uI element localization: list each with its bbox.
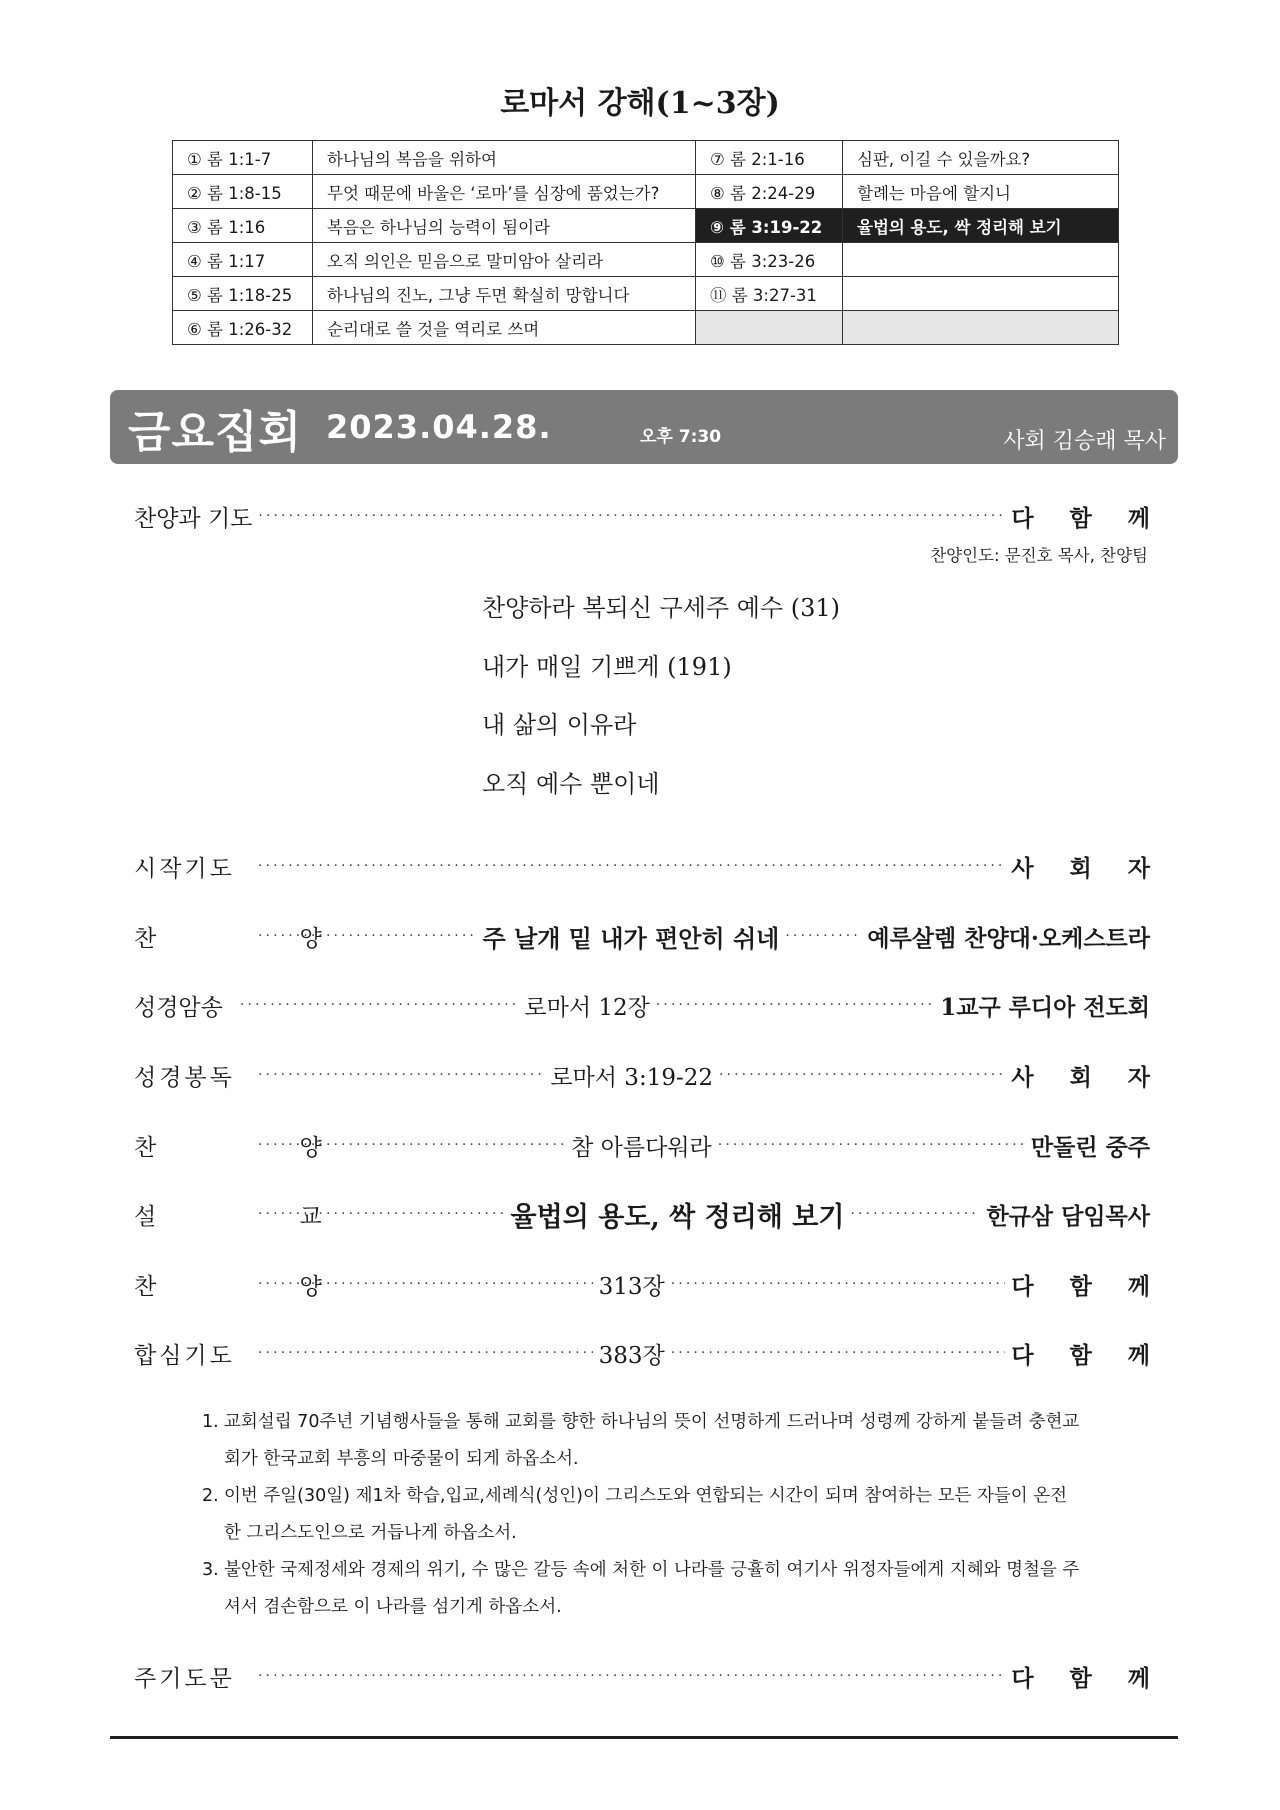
series-ref: ③ 롬 1:16 [173, 209, 313, 243]
service-time: 오후 7:30 [640, 427, 722, 447]
table-row [173, 311, 1119, 345]
order-content: 로마서 12장 [524, 994, 650, 1021]
table-row [173, 277, 1119, 311]
order-by: 예루살렘 찬양대·오케스트라 [867, 924, 1150, 952]
leader-dots [258, 1276, 593, 1292]
leader-dots [258, 1137, 565, 1153]
order-label: 합심기도 [134, 1342, 235, 1369]
order-by: 사 회 자 [1011, 1063, 1165, 1091]
table-row [173, 209, 1119, 243]
series-ref: ② 롬 1:8-15 [173, 175, 313, 209]
series-sermon-title: 오직 의인은 믿음으로 말미암아 살리라 [313, 243, 696, 277]
order-label-text: 찬 양 [134, 925, 390, 952]
order-content: 로마서 3:19-22 [550, 1064, 713, 1091]
order-row-closing [134, 1656, 1164, 1696]
order-label [134, 1268, 390, 1301]
prayer-text: 이번 주일(30일) 제1차 학습,입교,세례식(성인)이 그리스도와 연합되는 시간이 되며 참여하는 모든 자들이 온전한 그리스도인으로 거듭나게 하옵소서. [224, 1486, 1068, 1543]
series-empty-cell [843, 311, 1119, 345]
sermon-series-table [172, 140, 1119, 345]
leader-dots [850, 1206, 980, 1222]
leader-dots [785, 928, 861, 944]
order-content: 313장 [598, 1273, 665, 1300]
sermon-title: 율법의 용도, 싹 정리해 보기 [510, 1201, 845, 1233]
order-label: 시작기도 [134, 855, 235, 882]
order-row [134, 985, 1150, 1025]
list-item [202, 1478, 1082, 1552]
list-item [202, 1552, 1082, 1626]
series-ref: ⑥ 롬 1:26-32 [173, 311, 313, 345]
series-sermon-title: 할례는 마음에 할지니 [843, 175, 1119, 209]
prayer-number: 1. [202, 1412, 219, 1432]
series-title: 로마서 강해(1~3장) [500, 86, 780, 121]
table-row [173, 141, 1119, 175]
list-item [202, 1404, 1082, 1478]
order-by: 다 함 께 [1011, 1664, 1164, 1692]
series-ref: ④ 롬 1:17 [173, 243, 313, 277]
order-row-praise [134, 496, 1164, 536]
series-ref: ⑦ 롬 2:1-16 [696, 141, 843, 175]
series-ref: ① 롬 1:1-7 [173, 141, 313, 175]
leader-dots [718, 1137, 1025, 1153]
order-content: 주 날개 밑 내가 편안히 쉬네 [482, 923, 780, 953]
series-ref-current: ⑨ 롬 3:19-22 [696, 209, 843, 243]
order-row [134, 1264, 1165, 1304]
series-ref: ⑪ 롬 3:27-31 [696, 277, 843, 311]
order-row [134, 1125, 1150, 1165]
table-row [173, 243, 1119, 277]
leader-dots [258, 508, 1005, 524]
order-label-text: 설 교 [134, 1203, 390, 1230]
prayer-number: 3. [202, 1560, 219, 1580]
order-row-sermon [134, 1194, 1150, 1234]
order-content: 383장 [598, 1342, 665, 1369]
prayer-text: 불안한 국제정세와 경제의 위기, 수 많은 갈등 속에 처한 이 나라를 긍휼히 여기사 위정자들에게 지혜와 명철을 주셔서 겸손함으로 이 나라를 섬기게 하옵소서. [224, 1560, 1080, 1617]
series-ref: ⑤ 롬 1:18-25 [173, 277, 313, 311]
series-sermon-title [843, 277, 1119, 311]
order-label [134, 1129, 390, 1162]
leader-dots [671, 1345, 1006, 1361]
order-label-text: 찬 양 [134, 1134, 390, 1161]
bottom-divider [110, 1736, 1178, 1739]
order-by: 사 회 자 [1011, 854, 1164, 882]
order-by: 다 함 께 [1011, 504, 1164, 532]
series-sermon-title: 하나님의 진노, 그냥 두면 확실히 망합니다 [313, 277, 696, 311]
order-content: 참 아름다워라 [571, 1134, 712, 1161]
service-leader: 사회 김승래 목사 [1003, 429, 1166, 454]
order-label [134, 920, 390, 953]
order-by: 만돌린 중주 [1030, 1133, 1151, 1161]
leader-dots [258, 858, 1005, 874]
order-row [134, 846, 1164, 886]
prayer-list [202, 1404, 1082, 1626]
prayer-text: 교회설립 70주년 기념행사들을 통해 교회를 향한 하나님의 뜻이 선명하게 드러나며 성령께 강하게 붙들려 충현교회가 한국교회 부흥의 마중물이 되게 하옵소서. [224, 1412, 1080, 1469]
order-label: 찬양과 기도 [134, 505, 253, 532]
series-empty-cell [696, 311, 843, 345]
series-sermon-title-current: 율법의 용도, 싹 정리해 보기 [843, 209, 1119, 243]
leader-dots [719, 1067, 1005, 1083]
list-item: 오직 예수 뿐이네 [482, 769, 660, 798]
table-row [173, 175, 1119, 209]
leader-dots [671, 1276, 1006, 1292]
song-list [482, 588, 840, 822]
order-by: 다 함 께 [1011, 1341, 1165, 1369]
order-by: 다 함 께 [1011, 1272, 1165, 1300]
list-item: 내가 매일 기쁘게 (191) [482, 652, 732, 681]
list-item: 내 삶의 이유라 [482, 711, 637, 739]
leader-dots [258, 1668, 1005, 1684]
prayer-number: 2. [202, 1486, 219, 1506]
leader-dots [258, 1345, 593, 1361]
order-by: 1교구 루디아 전도회 [940, 993, 1150, 1021]
order-label [134, 1198, 390, 1231]
order-row [134, 1055, 1165, 1095]
leader-dots [656, 997, 934, 1013]
leader-dots [240, 997, 518, 1013]
order-row [134, 1333, 1165, 1373]
praise-leaders: 찬양인도: 문진호 목사, 찬양팀 [930, 546, 1148, 565]
series-sermon-title: 하나님의 복음을 위하여 [313, 141, 696, 175]
series-sermon-title: 순리대로 쓸 것을 역리로 쓰며 [313, 311, 696, 345]
series-sermon-title [843, 243, 1119, 277]
order-label: 성경암송 [134, 994, 223, 1021]
order-label: 주기도문 [134, 1665, 235, 1692]
list-item: 찬양하라 복되신 구세주 예수 (31) [482, 594, 840, 622]
series-ref: ⑧ 롬 2:24-29 [696, 175, 843, 209]
order-by: 한규삼 담임목사 [986, 1202, 1150, 1230]
leader-dots [258, 1067, 544, 1083]
series-ref: ⑩ 롬 3:23-26 [696, 243, 843, 277]
order-label: 성경봉독 [134, 1064, 235, 1091]
order-label-text: 찬 양 [134, 1273, 390, 1300]
leader-dots [258, 1206, 505, 1222]
series-sermon-title: 무엇 때문에 바울은 ‘로마’를 심장에 품었는가? [313, 175, 696, 209]
leader-dots [258, 928, 477, 944]
service-name: 금요집회 [128, 407, 303, 458]
series-sermon-title: 심판, 이길 수 있을까요? [843, 141, 1119, 175]
order-row [134, 916, 1150, 956]
service-banner [110, 390, 1178, 464]
series-sermon-title: 복음은 하나님의 능력이 됨이라 [313, 209, 696, 243]
service-date: 2023.04.28. [326, 408, 552, 446]
